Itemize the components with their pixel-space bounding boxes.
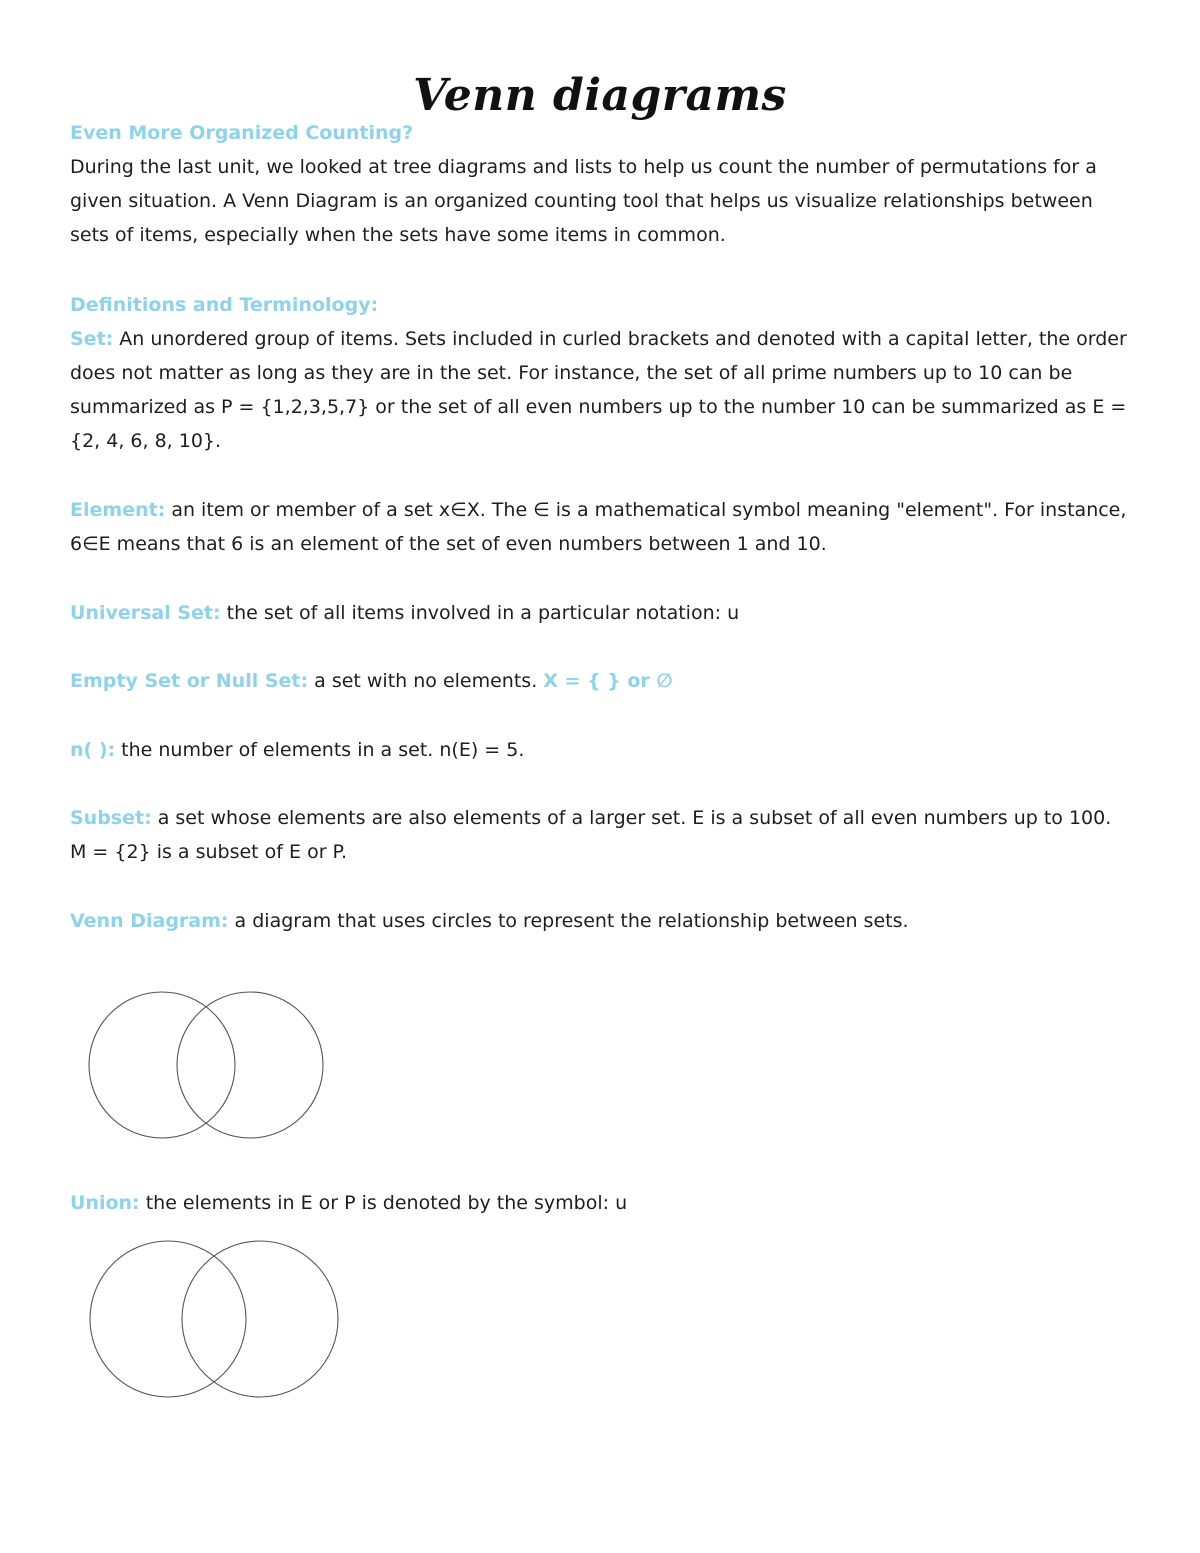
- venn-circle-left: [89, 992, 235, 1138]
- definitions-heading: Definitions and Terminology:: [70, 294, 379, 316]
- definition-venn-diagram-text: a diagram that uses circles to represent the relationship between sets.: [228, 910, 909, 932]
- definition-set-text: An unordered group of items. Sets included in curled brackets and denoted with a capital letter, the order does not matter as long as they are in the set. For instance, the set of all prime numbers up to 10 can be summarized as P = {1,2,3,5,7} or the set of all even numbers up to the number 10 can be summarized as E = {2, 4, 6, 8, 10}.: [70, 328, 1127, 452]
- term-universal-set: Universal Set:: [70, 602, 221, 624]
- definition-n-text: the number of elements in a set. n(E) = 5.: [115, 739, 525, 761]
- definition-element: [70, 493, 1130, 561]
- term-venn-diagram: Venn Diagram:: [70, 910, 229, 932]
- definition-union: [70, 1186, 1130, 1220]
- union-diagram-icon: [80, 1232, 355, 1412]
- intro-heading: Even More Organized Counting?: [70, 122, 414, 144]
- definition-universal-set-text: the set of all items involved in a particular notation: u: [220, 602, 740, 624]
- union-circle-left: [90, 1241, 246, 1397]
- definition-venn-diagram: [70, 904, 1130, 938]
- term-set: Set:: [70, 328, 114, 350]
- intro-paragraph: During the last unit, we looked at tree diagrams and lists to help us count the number of permutations for a given situation. A Venn Diagram is an organized counting tool that helps us visualize relationships between sets of items, especially when the sets have some items in common.: [70, 156, 1097, 246]
- definition-universal-set: [70, 596, 1130, 630]
- page-title: Venn diagrams: [413, 70, 787, 121]
- intro-section: [70, 116, 1130, 252]
- empty-set-notation: X = { } or ∅: [543, 670, 673, 692]
- definition-empty-set: [70, 664, 1130, 698]
- definition-element-text: an item or member of a set x∈X. The ∈ is a mathematical symbol meaning "element". For instance, 6∈E means that 6 is an element of the set of even numbers between 1 and 10.: [70, 499, 1127, 555]
- definition-set: [70, 322, 1130, 458]
- definition-union-text: the elements in E or P is denoted by the symbol: u: [139, 1192, 628, 1214]
- definition-subset-text: a set whose elements are also elements of a larger set. E is a subset of all even numbers up to 100. M = {2} is a subset of E or P.: [70, 807, 1112, 863]
- union-circle-right: [182, 1241, 338, 1397]
- term-n: n( ):: [70, 739, 116, 761]
- term-empty-set: Empty Set or Null Set:: [70, 670, 309, 692]
- definition-subset: [70, 801, 1130, 869]
- term-union: Union:: [70, 1192, 140, 1214]
- venn-circle-right: [177, 992, 323, 1138]
- venn-diagram-icon: [80, 982, 340, 1152]
- definition-empty-set-text: a set with no elements.: [308, 670, 544, 692]
- definitions-section: [70, 288, 1130, 458]
- definition-n: [70, 733, 1130, 767]
- term-element: Element:: [70, 499, 166, 521]
- term-subset: Subset:: [70, 807, 152, 829]
